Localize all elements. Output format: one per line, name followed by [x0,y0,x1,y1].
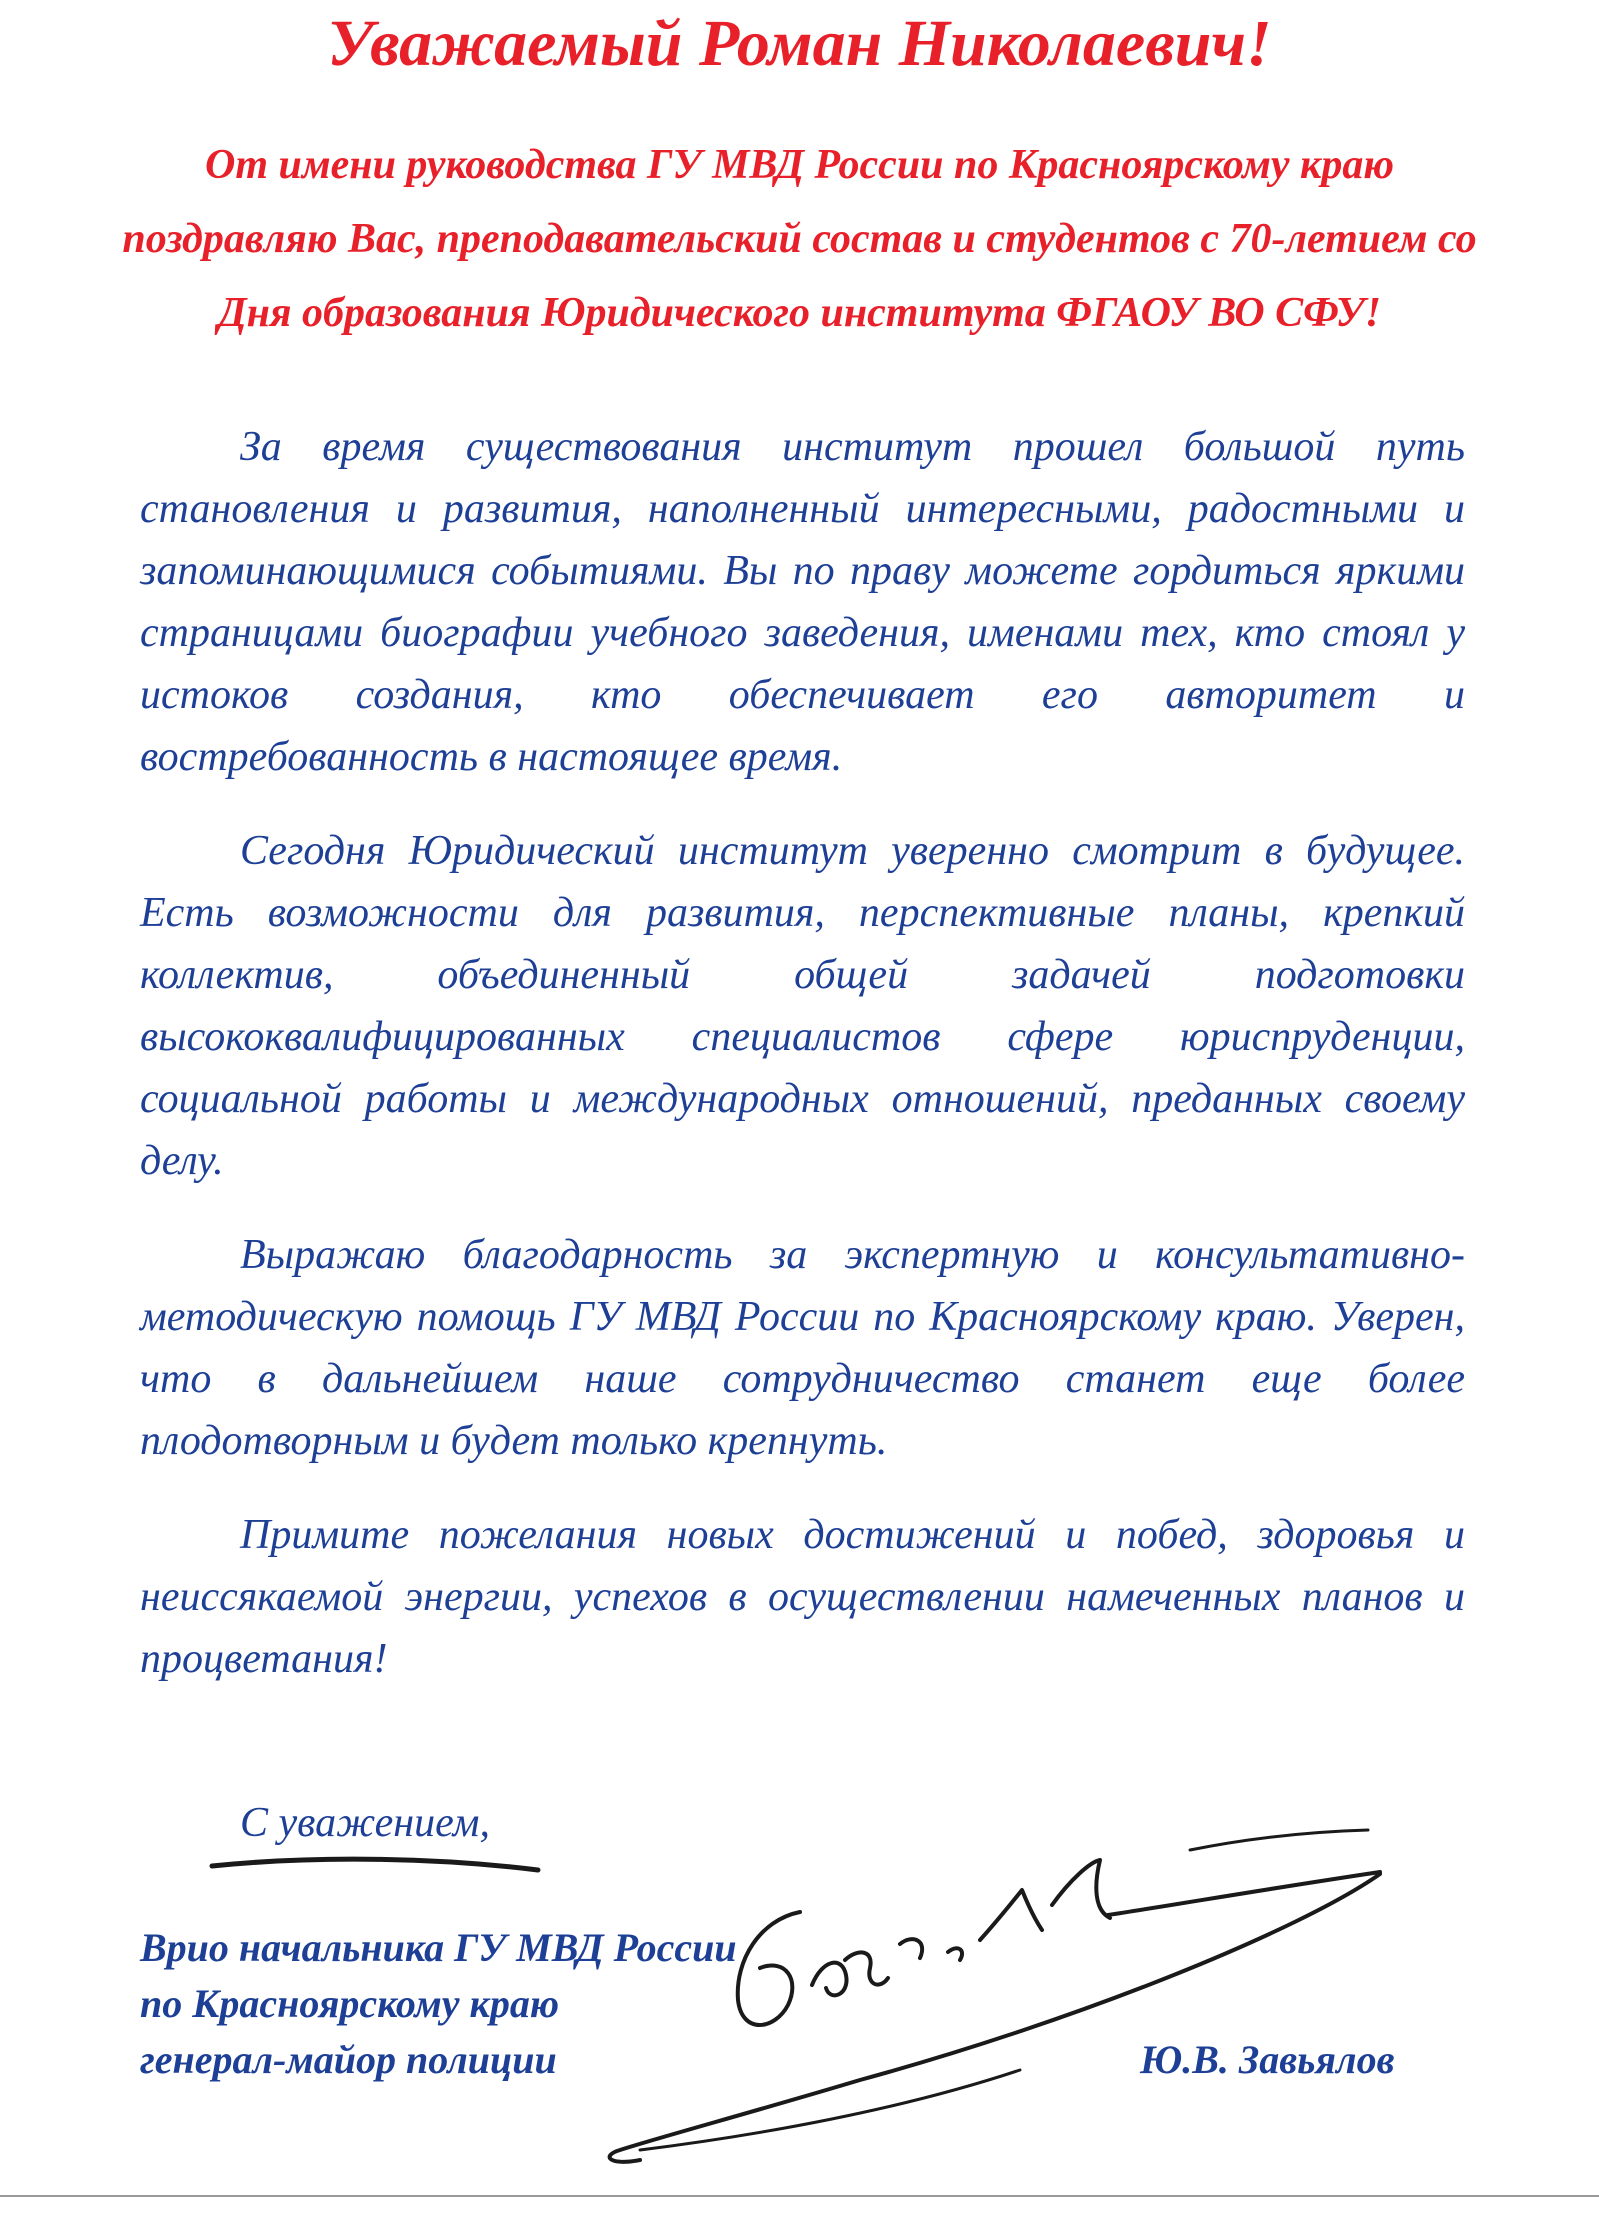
bottom-divider [0,2195,1599,2197]
body-paragraph: За время существования институт прошел большой путь становления и развития, наполненный интересными, радостными и запоминающимися событиями. Вы по праву можете гордиться яркими страницами биографии учебного заведения, именами тех, кто стоял у истоков создания, кто обеспечивает его авторитет и востребованность в настоящее время. [140,424,1465,780]
signatory-title [140,1920,737,2088]
intro-congratulation: От имени руководства ГУ МВД России по Красноярскому краю поздравляю Вас, преподавательский состав и студентов с 70-летием со Дня образования Юридического института ФГАОУ ВО СФУ! [122,142,1477,336]
body-paragraph: Выражаю благодарность за экспертную и консультативно-методическую помощь ГУ МВД России по Красноярскому краю. Уверен, что в дальнейшем наше сотрудничество станет еще более плодотворным и будет только крепнуть. [140,1232,1465,1464]
signatory-title-line: Врио начальника ГУ МВД России [140,1925,737,1970]
body-paragraph: Примите пожелания новых достижений и побед, здоровья и неиссякаемой энергии, успехов в осуществлении намеченных планов и процветания! [140,1512,1465,1682]
signatory-title-line: по Красноярскому краю [140,1981,560,2026]
closing-phrase: С уважением, [240,1800,490,1846]
signatory-title-line: генерал-майор полиции [140,2037,557,2082]
signatory-name: Ю.В. Завьялов [1140,2037,1395,2082]
salutation: Уважаемый Роман Николаевич! [327,7,1272,80]
letter-body [140,416,1465,1722]
body-paragraph: Сегодня Юридический институт уверенно смотрит в будущее. Есть возможности для развития, перспективные планы, крепкий коллектив, объединенный общей задачей подготовки высококвалифицированных специалистов сфере юриспруденции, социальной работы и международных отношений, преданных своему делу. [140,828,1465,1184]
